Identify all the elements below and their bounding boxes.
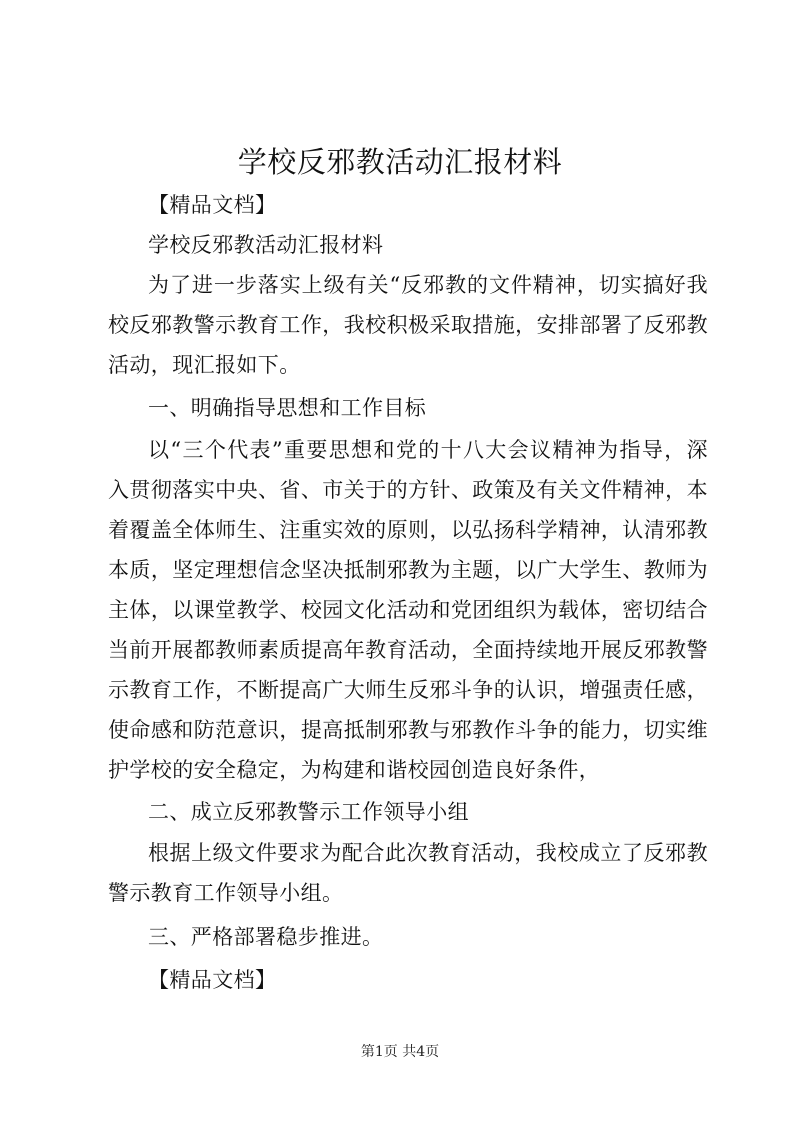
- paragraph3-line2: 警示教育工作领导小组。: [108, 881, 344, 905]
- heading-2: 二、成立反邪教警示工作领导小组: [148, 800, 469, 824]
- document-title: 学校反邪教活动汇报材料: [237, 145, 563, 179]
- paragraph1-line2: 校反邪教警示教育工作，我校积极采取措施，安排部署了反邪教: [108, 313, 708, 337]
- paragraph2-line2: 入贯彻落实中央、省、市关于的方针、政策及有关文件精神，本: [108, 478, 708, 502]
- label-bottom: 【精品文档】: [148, 968, 277, 992]
- heading-3: 三、严格部署稳步推进。: [148, 925, 384, 949]
- paragraph2-line1: 以“三个代表”重要思想和党的十八大会议精神为指导，深: [148, 438, 708, 462]
- paragraph2-line3: 着覆盖全体师生、注重实效的原则，以弘扬科学精神，认清邪教: [108, 518, 708, 542]
- paragraph2-line4: 本质，坚定理想信念坚决抵制邪教为主题，以广大学生、教师为: [108, 558, 708, 582]
- paragraph2-line5: 主体，以课堂教学、校园文化活动和党团组织为载体，密切结合: [108, 598, 708, 622]
- page-footer: 第1页 共4页: [360, 1044, 440, 1060]
- paragraph2-line6: 当前开展都教师素质提高年教育活动，全面持续地开展反邪教警: [108, 638, 708, 662]
- paragraph1-line1: 为了进一步落实上级有关“反邪教的文件精神，切实搞好我: [148, 273, 708, 297]
- subtitle: 学校反邪教活动汇报材料: [148, 233, 384, 257]
- label-top: 【精品文档】: [148, 193, 277, 217]
- paragraph2-line7: 示教育工作，不断提高广大师生反邪斗争的认识，增强责任感，: [108, 678, 708, 702]
- heading-1: 一、明确指导思想和工作目标: [148, 396, 427, 420]
- paragraph1-line3: 活动，现汇报如下。: [108, 353, 301, 377]
- paragraph2-line8: 使命感和防范意识，提高抵制邪教与邪教作斗争的能力，切实维: [108, 718, 708, 742]
- paragraph2-line9: 护学校的安全稳定，为构建和谐校园创造良好条件，: [108, 758, 601, 782]
- paragraph3-line1: 根据上级文件要求为配合此次教育活动，我校成立了反邪教: [148, 841, 708, 865]
